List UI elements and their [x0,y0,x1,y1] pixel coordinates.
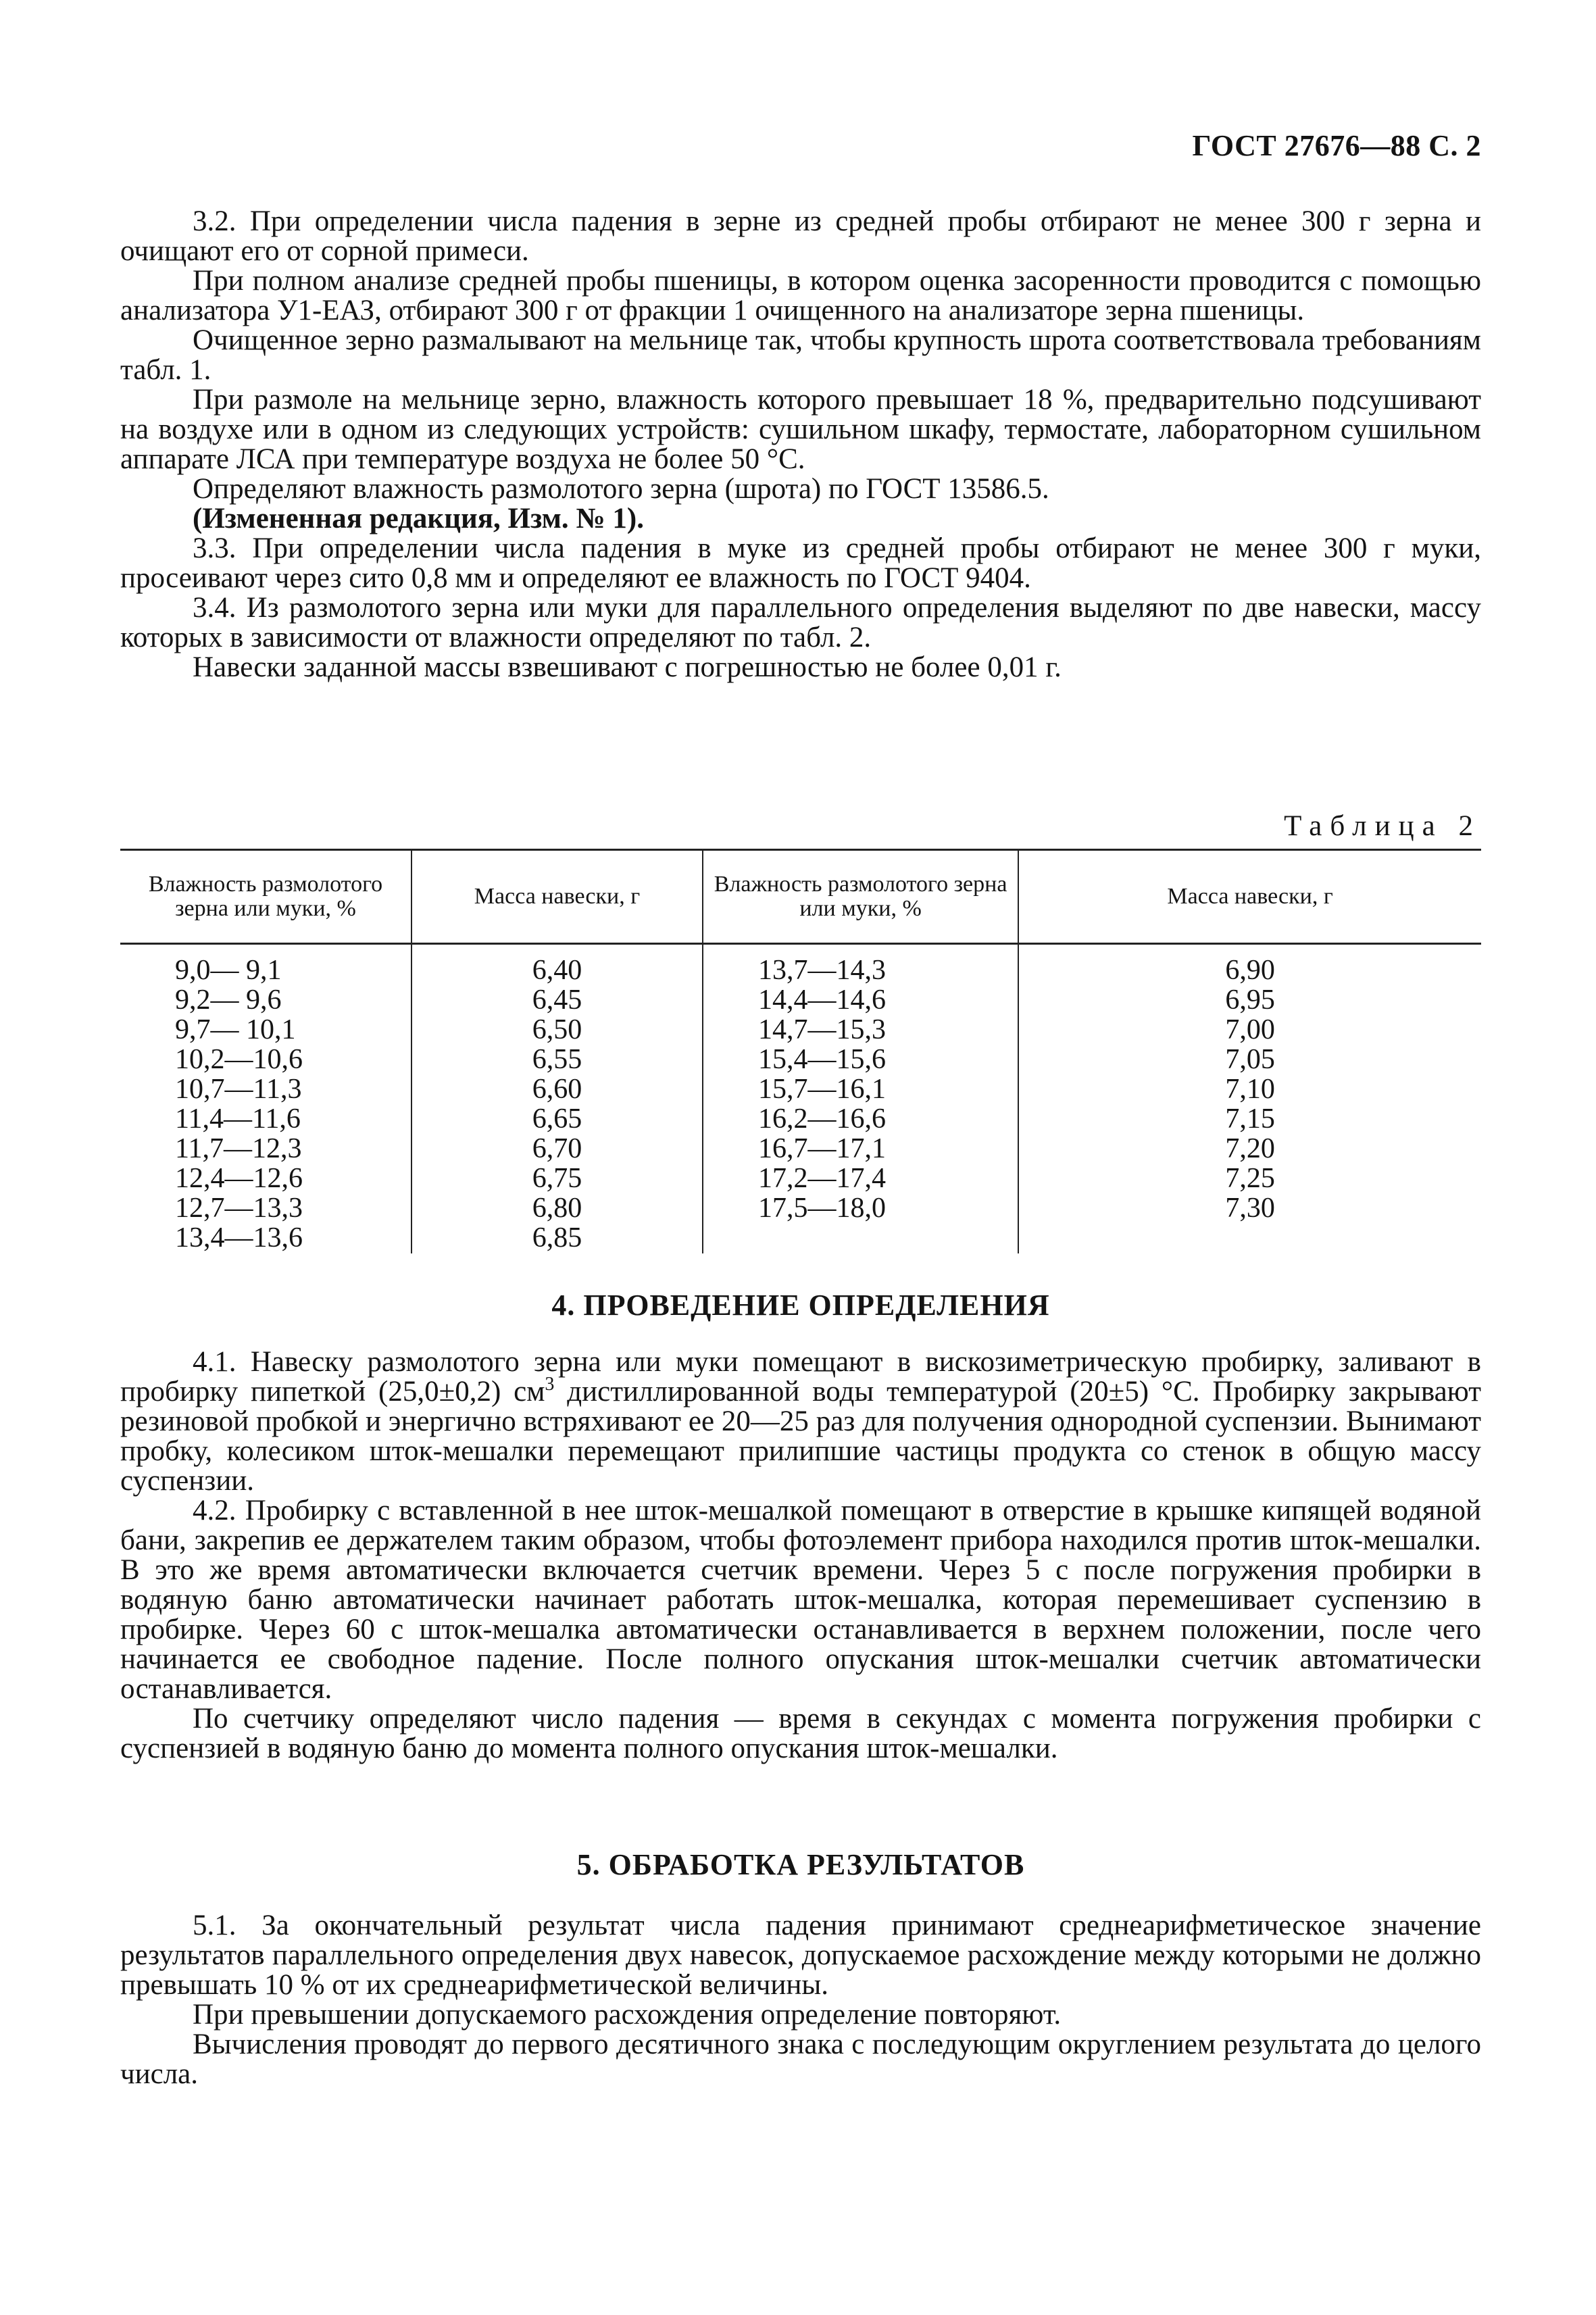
table-cell: 17,2—17,4 [757,1163,886,1194]
amendment-note: (Измененная редакция, Изм. № 1). [193,503,644,534]
table-cell: 13,4—13,6 [175,1222,303,1253]
table-caption: Таблица 2 [1284,810,1481,842]
paragraph: Очищенное зерно размалывают на мельнице так, чтобы крупность шрота соответствовала требованиям табл. 1. [120,324,1481,386]
column-header: Влажность размолотого зерна или муки, % [120,850,412,944]
column-header: Масса навески, г [412,850,703,944]
section-5-text [120,1911,1481,2089]
table-cell: 6,40 [532,955,582,986]
section-4-title: 4. ПРОВЕДЕНИЕ ОПРЕДЕЛЕНИЯ [551,1289,1050,1322]
table-cell: 16,7—17,1 [757,1133,886,1164]
mass-column-2 [1018,944,1481,1254]
table-2 [120,849,1481,1253]
table-cell: 11,4—11,6 [175,1103,301,1135]
table-cell: 6,85 [532,1222,582,1253]
table-cell: 9,7— 10,1 [175,1014,296,1045]
mass-column-1 [412,944,703,1254]
column-header: Масса навески, г [1018,850,1481,944]
table-cell: 7,10 [1225,1074,1275,1105]
table-cell: 6,55 [532,1044,582,1075]
table-cell: 6,45 [532,985,582,1016]
paragraph: Навески заданной массы взвешивают с погрешностью не более 0,01 г. [193,651,1062,683]
table-cell: 13,7—14,3 [757,955,886,986]
table-cell: 7,20 [1225,1133,1275,1164]
table-cell: 15,4—15,6 [757,1044,886,1075]
table-cell: 9,0— 9,1 [175,955,282,986]
table-cell: 7,05 [1225,1044,1275,1075]
table-cell: 12,4—12,6 [175,1163,303,1194]
table-cell: 6,90 [1225,955,1275,986]
paragraph: 3.2. При определении числа падения в зерне из средней пробы отбирают не менее 300 г зерна и очищают его от сорной примеси. [120,205,1481,267]
paragraph: Вычисления проводят до первого десятичного знака с последующим округлением результата до целого числа. [120,2028,1481,2090]
section-3-text [120,207,1481,682]
table-cell: 6,50 [532,1014,582,1045]
paragraph: Определяют влажность размолотого зерна (шрота) по ГОСТ 13586.5. [193,473,1049,505]
table-cell: 15,7—16,1 [757,1074,886,1105]
table-cell: 7,00 [1225,1014,1275,1045]
table-cell: 6,75 [532,1163,582,1194]
table-cell: 12,7—13,3 [175,1193,303,1224]
table-cell: 6,80 [532,1193,582,1224]
paragraph: 3.4. Из размолотого зерна или муки для параллельного определения выделяют по две навески, массу которых в зависимости от влажности определяют по табл. 2. [120,592,1481,653]
table-cell: 6,60 [532,1074,582,1105]
paragraph: При размоле на мельнице зерно, влажность которого превышает 18 %, предварительно подсушивают на воздухе или в одном из следующих устройств: сушильном шкафу, термостате, лабораторном сушильном аппарате ЛСА при температуре воздуха не более 50 °С. [120,384,1481,475]
section-5-title: 5. ОБРАБОТКА РЕЗУЛЬТАТОВ [576,1848,1025,1881]
paragraph: При превышении допускаемого расхождения определение повторяют. [193,1999,1062,2031]
paragraph: 5.1. За окончательный результат числа падения принимают среднеарифметическое значение результатов параллельного определения двух навесок, допускаемое расхождение между которыми не должно превышать 10 % от их среднеарифметической величины. [120,1910,1481,2001]
paragraph: При полном анализе средней пробы пшеницы, в котором оценка засоренности проводится с помощью анализатора У1-ЕАЗ, отбирают 300 г от фракции 1 очищенного на анализаторе зерна пшеницы. [120,265,1481,326]
table-cell: 7,30 [1225,1193,1275,1224]
table-cell: 6,70 [532,1133,582,1164]
table-cell: 16,2—16,6 [757,1103,886,1135]
column-header: Влажность размолотого зерна или муки, % [703,850,1018,944]
table-cell: 7,25 [1225,1163,1275,1194]
table-cell: 10,2—10,6 [175,1044,303,1075]
page-header: ГОСТ 27676—88 С. 2 [1192,129,1481,162]
table-cell: 14,4—14,6 [757,985,886,1016]
table-cell: 6,95 [1225,985,1275,1016]
paragraph: 4.2. Пробирку с вставленной в нее шток-мешалкой помещают в отверстие в крышке кипящей водяной бани, закрепив ее держателем таким образом, чтобы фотоэлемент прибора находился против шток-мешалки. В это же время автоматически включается счетчик времени. Через 5 с после погружения пробирки в водяную баню автоматически начинает работать шток-мешалка, которая перемешивает суспензию в пробирке. Через 60 с шток-мешалка автоматически останавливается в верхнем положении, после чего начинается ее свободное падение. После полного опускания шток-мешалки счетчик автоматически останавливается. [120,1495,1481,1705]
table-cell: 14,7—15,3 [757,1014,886,1045]
paragraph: По счетчику определяют число падения — время в секундах с момента погружения пробирки с суспензией в водяную баню до момента полного опускания шток-мешалки. [120,1703,1481,1764]
table-cell: 6,65 [532,1103,582,1135]
table-cell: 10,7—11,3 [175,1074,302,1105]
table-cell: 17,5—18,0 [757,1193,886,1224]
table-cell: 9,2— 9,6 [175,985,282,1016]
table-cell: 7,15 [1225,1103,1275,1135]
moisture-column-2 [703,944,1018,1254]
paragraph: 3.3. При определении числа падения в муке из средней пробы отбирают не менее 300 г муки, просеивают через сито 0,8 мм и определяют ее влажность по ГОСТ 9404. [120,532,1481,594]
table-cell: 11,7—12,3 [175,1133,302,1164]
moisture-column-1 [120,944,412,1254]
paragraph: 4.1. Навеску размолотого зерна или муки помещают в вискозиметрическую пробирку, заливают в пробирку пипеткой (25,0±0,2) $см^3$ дистиллированной воды температурой (20±5) °С. Пробирку закрывают резиновой пробкой и энергично встряхивают ее 20—25 раз для получения однородной суспензии. Вынимают пробку, колесиком шток-мешалки перемещают прилипшие частицы продукта со стенок в общую массу суспензии. [120,1346,1482,1497]
section-4-text [120,1347,1481,1764]
moisture-mass-table [120,849,1481,1253]
